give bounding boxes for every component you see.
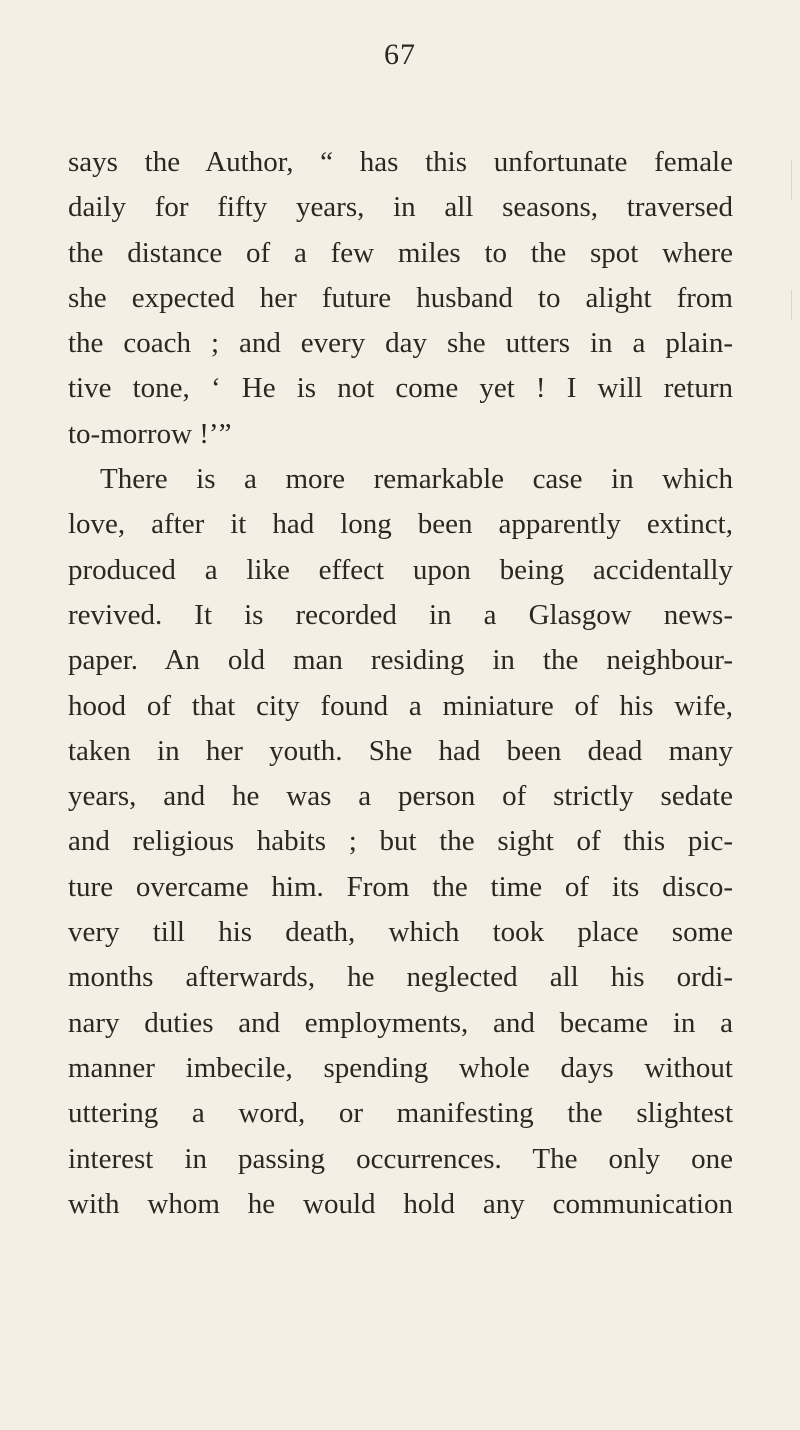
text-line: and religious habits ; but the sight of this pic-: [68, 825, 733, 858]
margin-mark: [769, 290, 792, 320]
text-line: months afterwards, he neglected all his ordi-: [68, 961, 733, 994]
text-line: manner imbecile, spending whole days without: [68, 1051, 733, 1084]
text-line: to-morrow !’”: [68, 417, 232, 450]
body-text: [68, 140, 733, 1227]
text-line: she expected her future husband to alight from: [68, 281, 733, 314]
text-line: nary duties and employments, and became in a: [68, 1006, 733, 1039]
text-line: love, after it had long been apparently extinct,: [68, 508, 733, 541]
text-line: revived. It is recorded in a Glasgow news-: [68, 598, 733, 631]
text-line: says the Author, “ has this unfortunate female: [68, 146, 733, 178]
page-number: 67: [384, 38, 416, 71]
text-line: produced a like effect upon being accidentally: [68, 553, 733, 586]
text-line: very till his death, which took place some: [68, 916, 733, 949]
text-line: daily for fifty years, in all seasons, traversed: [68, 191, 733, 224]
text-line: the coach ; and every day she utters in a plain-: [68, 327, 733, 360]
text-line: uttering a word, or manifesting the slightest: [68, 1097, 733, 1130]
text-line: ture overcame him. From the time of its disco-: [68, 870, 733, 903]
text-line: paper. An old man residing in the neighbour-: [68, 644, 733, 677]
text-line: with whom he would hold any communication: [68, 1187, 733, 1220]
text-line: the distance of a few miles to the spot where: [68, 236, 733, 269]
text-line: taken in her youth. She had been dead many: [68, 734, 733, 767]
text-line: tive tone, ‘ He is not come yet ! I will return: [68, 372, 733, 405]
text-line: years, and he was a person of strictly sedate: [68, 780, 733, 813]
margin-mark: [769, 160, 792, 200]
text-line: There is a more remarkable case in which: [100, 463, 733, 496]
text-line: interest in passing occurrences. The only one: [68, 1142, 733, 1175]
text-line: hood of that city found a miniature of his wife,: [68, 689, 733, 722]
